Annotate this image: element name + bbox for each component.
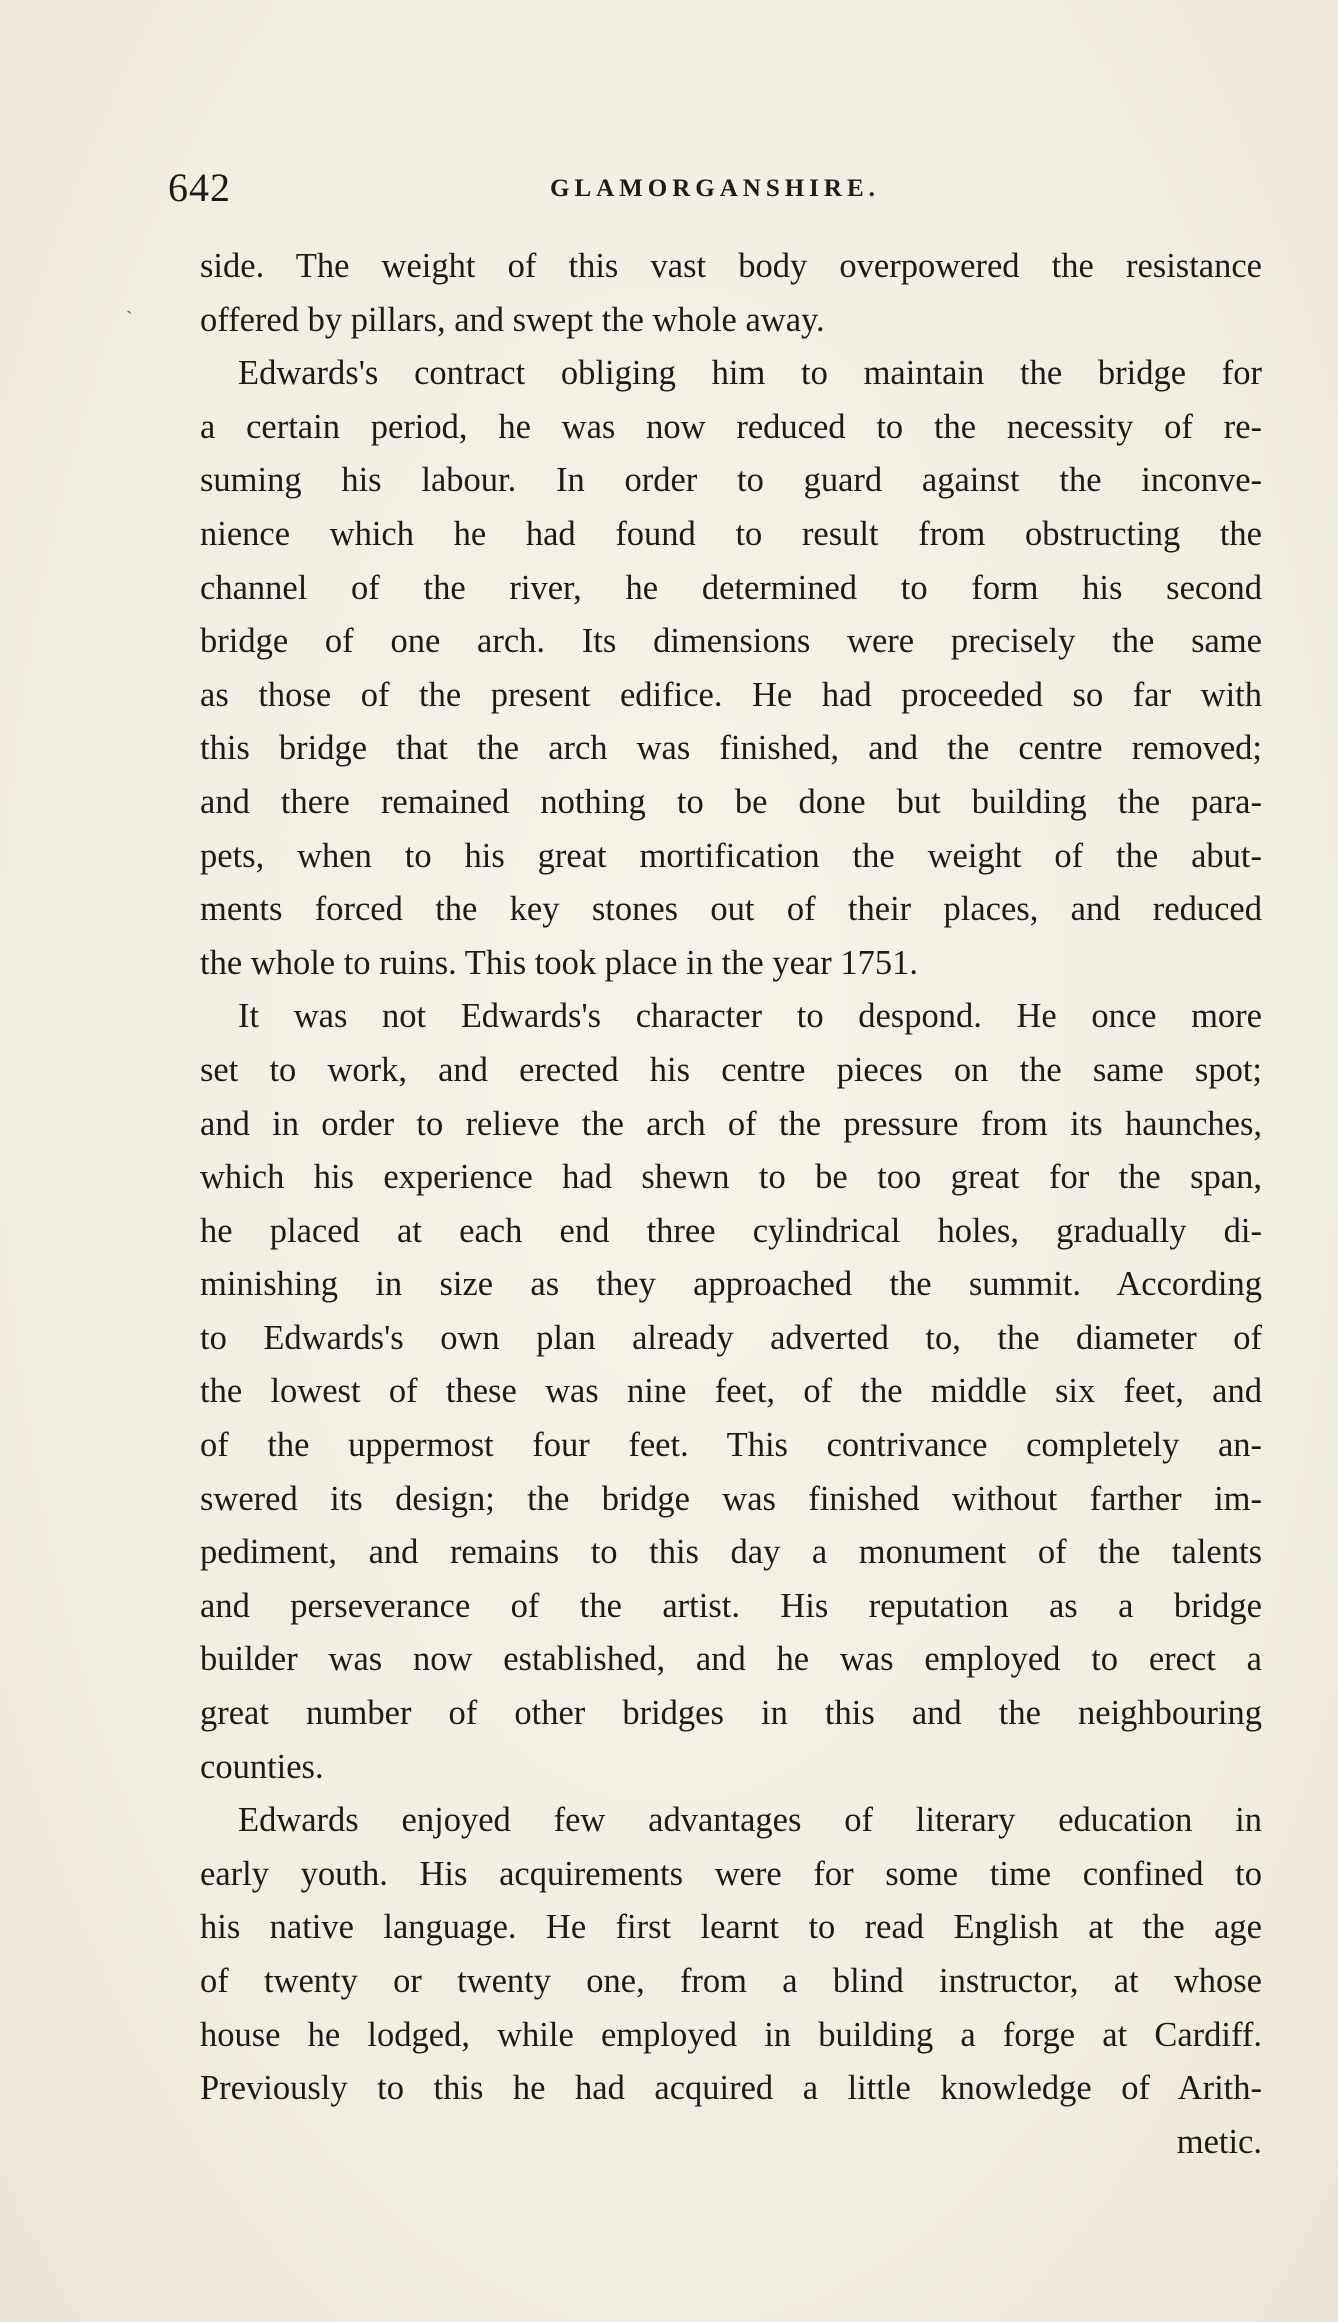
text-line: he placed at each end three cylindrical holes, gradually di-	[200, 1211, 1262, 1250]
text-line: minishing in size as they approached the summit. According	[200, 1265, 1262, 1304]
catchword: metic.	[1176, 2122, 1262, 2161]
running-head: GLAMORGANSHIRE.	[550, 175, 880, 202]
text-line: to Edwards's own plan already adverted to, the diameter of	[200, 1318, 1262, 1357]
text-line: as those of the present edifice. He had proceeded so far with	[200, 675, 1262, 714]
text-line: nience which he had found to result from obstructing the	[200, 514, 1262, 553]
text-line: the lowest of these was nine feet, of the middle six feet, and	[200, 1372, 1262, 1411]
text-line: house he lodged, while employed in building a forge at Cardiff.	[200, 2015, 1262, 2054]
text-line: this bridge that the arch was finished, and the centre removed;	[200, 729, 1262, 768]
text-line: It was not Edwards's character to despond. He once more	[238, 997, 1262, 1036]
text-line: the whole to ruins. This took place in the year 1751.	[200, 943, 918, 982]
margin-mark: ˋ	[126, 308, 133, 330]
text-line: builder was now established, and he was employed to erect a	[200, 1640, 1262, 1679]
text-line: pediment, and remains to this day a monument of the talents	[200, 1533, 1262, 1572]
text-line: swered its design; the bridge was finished without farther im-	[200, 1479, 1262, 1518]
text-line: bridge of one arch. Its dimensions were precisely the same	[200, 622, 1262, 661]
text-line: his native language. He first learnt to read English at the age	[200, 1908, 1262, 1947]
text-line: set to work, and erected his centre pieces on the same spot;	[200, 1050, 1262, 1089]
text-line: of twenty or twenty one, from a blind instructor, at whose	[200, 1962, 1262, 2000]
text-line: pets, when to his great mortification the weight of the abut-	[200, 836, 1262, 875]
text-line: suming his labour. In order to guard against the inconve-	[200, 461, 1262, 500]
text-line: and in order to relieve the arch of the pressure from its haunches,	[200, 1104, 1262, 1143]
text-line: Edwards's contract obliging him to maintain the bridge for	[238, 354, 1262, 393]
text-line: of the uppermost four feet. This contrivance completely an-	[200, 1426, 1262, 1465]
text-line: channel of the river, he determined to form his second	[200, 568, 1262, 607]
text-line: Edwards enjoyed few advantages of literary education in	[238, 1801, 1262, 1840]
text-line: side. The weight of this vast body overpowered the resistance	[200, 247, 1262, 285]
text-line: ments forced the key stones out of their places, and reduced	[200, 890, 1262, 929]
page-header	[168, 163, 1268, 213]
page-number: 642	[168, 165, 231, 210]
text-line: counties.	[200, 1747, 324, 1786]
text-line: Previously to this he had acquired a little knowledge of Arith-	[200, 2069, 1262, 2108]
text-line: early youth. His acquirements were for some time confined to	[200, 1854, 1262, 1893]
text-line: great number of other bridges in this and the neighbouring	[200, 1694, 1262, 1733]
text-line: which his experience had shewn to be too great for the span,	[200, 1158, 1262, 1197]
body-text	[200, 240, 1262, 2169]
text-line: offered by pillars, and swept the whole away.	[200, 300, 825, 339]
text-line: and perseverance of the artist. His reputation as a bridge	[200, 1586, 1262, 1625]
text-line: a certain period, he was now reduced to the necessity of re-	[200, 407, 1262, 446]
text-line: and there remained nothing to be done but building the para-	[200, 782, 1262, 821]
